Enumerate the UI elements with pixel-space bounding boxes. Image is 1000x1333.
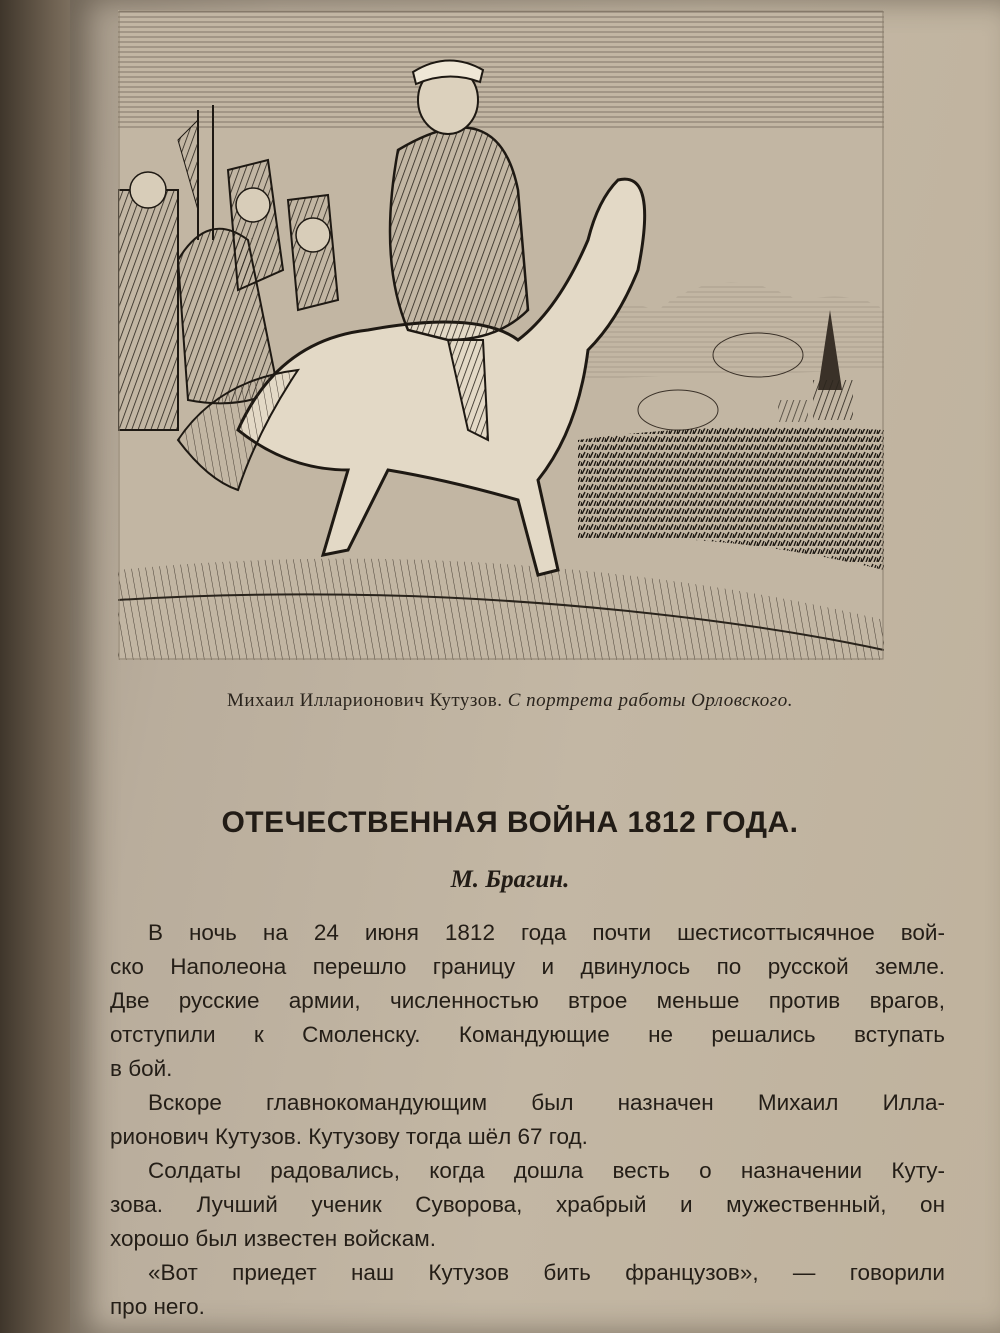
- text-line: «Вот приедет наш Кутузов бить французов», — говорили: [148, 1260, 945, 1285]
- kutuzov-engraving: [118, 10, 884, 660]
- caption-subject: Михаил Илларионович Кутузов.: [227, 690, 503, 711]
- text-line: В ночь на 24 июня 1812 года почти шестисоттысячное вой-: [148, 920, 945, 945]
- text-line: отступили к Смоленску. Командующие не решались вступать: [110, 1022, 945, 1047]
- chapter-author: М. Брагин.: [450, 866, 570, 893]
- chapter-title: ОТЕЧЕСТВЕННАЯ ВОЙНА 1812 ГОДА.: [221, 806, 799, 839]
- illustration-caption: [120, 690, 900, 712]
- body-text: [110, 916, 945, 1324]
- text-line: зова. Лучший ученик Суворова, храбрый и мужественный, он: [110, 1192, 945, 1217]
- text-line: в бой.: [110, 1056, 173, 1081]
- text-line: про него.: [110, 1294, 205, 1319]
- caption-source: С портрета работы Орловского.: [507, 690, 793, 711]
- text-line: Две русские армии, численностью втрое меньше против врагов,: [110, 988, 945, 1013]
- text-line: ско Наполеона перешло границу и двинулось по русской земле.: [110, 954, 945, 979]
- text-line: Солдаты радовались, когда дошла весть о назначении Куту-: [148, 1158, 945, 1183]
- text-line: Вскоре главнокомандующим был назначен Михаил Илла-: [148, 1090, 945, 1115]
- text-line: хорошо был известен войскам.: [110, 1226, 436, 1251]
- text-line: рионович Кутузов. Кутузову тогда шёл 67 год.: [110, 1124, 588, 1149]
